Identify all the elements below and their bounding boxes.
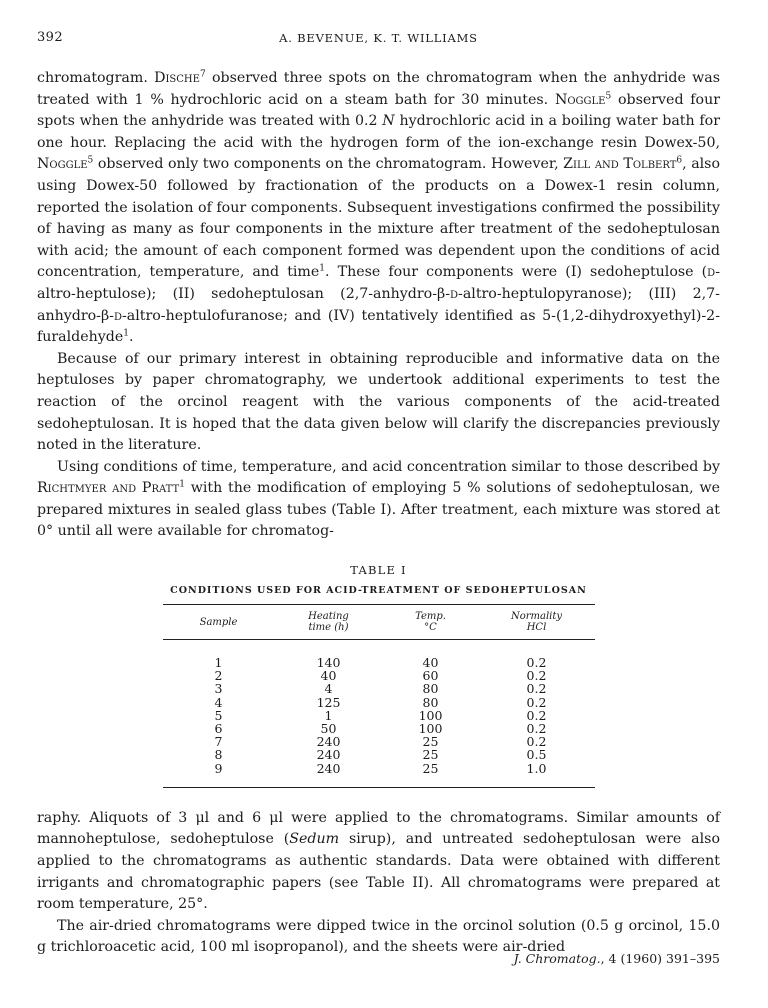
table-cell: 80 [422, 694, 439, 710]
table-row [163, 640, 595, 670]
small-caps-name: Richtmyer and Pratt [37, 480, 180, 497]
table-cell: 3 [214, 681, 223, 697]
table-cell: 4 [324, 681, 333, 697]
text-span: -altro-heptulofuranose; and (IV) tentatively identified as 5-(1,2-dihydroxyethyl)-2-furaldehyde [37, 307, 720, 346]
column-header [383, 605, 479, 640]
table-cell: 6 [214, 721, 223, 737]
text-span: -altro-heptulopyranose); (III) 2,7-anhydro-β- [37, 285, 720, 324]
reference-marker: 5 [605, 90, 612, 101]
page [37, 30, 720, 959]
table-cell: 4 [214, 694, 223, 710]
table-cell: 0.2 [526, 668, 547, 684]
column-header-line: HCl [526, 622, 547, 634]
table-cell: 240 [316, 734, 341, 750]
table-cell: 40 [422, 655, 439, 671]
column-header-line: time (h) [308, 622, 349, 634]
text-span: -altro-heptulose); (II) sedoheptulosan (2,7-anhydro-β- [37, 264, 720, 302]
running-head [37, 30, 720, 52]
small-caps-name: Noggle [37, 156, 88, 173]
paragraph [37, 808, 720, 916]
text-span: Using conditions of time, temperature, and acid concentration similar to those described by [57, 458, 720, 475]
table-cell: 25 [422, 734, 439, 750]
text-span: Because of our primary interest in obtaining reproducible and informative data on the heptuloses by paper chromatography, we undertook additional experiments to test the reaction of the orcinol reagent with the various components of the acid-treated sedoheptulosan. It is hoped that the data given below will clarify the discrepancies previously noted in the literature. [37, 350, 720, 454]
table-cell: 140 [316, 655, 341, 671]
table-cell: 0.2 [526, 655, 547, 671]
text-span: sirup), and untreated sedoheptulosan were also applied to the chromatograms as authentic standards. Data were obtained with different irrigants and chromatographic papers (see Table II). All chromatograms were prepared at room temperature, 25°. [37, 831, 721, 913]
small-caps-name: d [707, 264, 716, 281]
table-title: TABLE I [350, 563, 407, 578]
table-cell: 5 [214, 707, 223, 723]
table-row [163, 682, 595, 695]
text-span: , also using Dowex-50 followed by fractionation of the products on a Dowex-1 resin column, reported the isolation of four components. Subsequent investigations confirmed the possibility of having as many as four components in the mixture after treatment of the sedoheptulosan with acid; the amount of each component formed was dependent upon the conditions of acid concentration, temperature, and time [37, 156, 721, 281]
table-header [163, 605, 595, 640]
reference-marker: 7 [199, 69, 206, 80]
table-cell: 100 [418, 707, 443, 723]
italic-text: N [382, 113, 395, 130]
table-cell: 125 [316, 694, 341, 710]
text-span: chromatogram. [37, 70, 155, 86]
text-span: observed four spots when the anhydride was treated with 0.2 [37, 91, 720, 130]
column-header [479, 605, 595, 640]
text-span: The air-dried chromatograms were dipped twice in the orcinol solution (0.5 g orcinol, 15.0 g trichloroacetic acid, 100 ml isopropanol), and the sheets were air-dried [37, 917, 720, 956]
paragraph [37, 68, 720, 349]
page-number: 392 [37, 30, 64, 45]
italic-text: Sedum [289, 831, 340, 848]
column-header-line: °C [424, 622, 437, 634]
reference-marker: 5 [87, 155, 94, 166]
body-text-top [37, 68, 720, 543]
journal-citation: , 4 (1960) 391–395 [600, 951, 720, 966]
table-row [163, 748, 595, 761]
table-cell: 0.2 [526, 734, 547, 750]
body-text-bottom [37, 808, 720, 959]
text-span: observed only two components on the chromatogram. However, [93, 156, 564, 173]
table-cell: 2 [214, 668, 223, 684]
table-cell: 25 [422, 760, 439, 776]
text-span: observed three spots on the chromatogram when the anhydride was treated with 1 % hydrochloric acid on a steam bath for 30 minutes. [37, 70, 720, 108]
table-cell: 240 [316, 747, 341, 763]
table-cell: 60 [422, 668, 439, 684]
table-cell: 0.2 [526, 681, 547, 697]
column-header-line: Temp. [415, 611, 446, 623]
journal-name: J. Chromatog. [513, 951, 601, 966]
table-cell: 40 [320, 668, 337, 684]
column-header-line: Normality [510, 611, 563, 623]
small-caps-name: d [450, 285, 459, 302]
table-cell: 0.2 [526, 694, 547, 710]
paragraph [37, 457, 720, 543]
conditions-table [163, 604, 595, 788]
table-cell: 0.2 [526, 707, 547, 723]
table-cell: 25 [422, 747, 439, 763]
table-cell: 1.0 [526, 760, 547, 776]
table-footer-rule [163, 787, 595, 788]
text-span: hydrochloric acid in a boiling water bath for one hour. Replacing the acid with the hydrogen form of the ion-exchange resin Dowex-50, [37, 113, 720, 151]
small-caps-name: Zill and Tolbert [563, 156, 677, 173]
table-cell: 80 [422, 681, 439, 697]
text-span: raphy. Aliquots of 3 μl and 6 μl were applied to the chromatograms. Similar amounts of mannoheptulose, sedoheptulose ( [37, 809, 720, 848]
column-header-line: Heating [308, 611, 349, 623]
table-cell: 0.5 [526, 747, 547, 763]
text-span: . [129, 329, 134, 346]
paragraph [37, 349, 720, 457]
reference-marker: 1 [179, 479, 185, 490]
table-cell: 100 [418, 721, 443, 737]
small-caps-name: Dische [154, 70, 200, 86]
text-span: . These four components were (I) sedoheptulose ( [325, 264, 708, 281]
table-cell: 240 [316, 760, 341, 776]
table-cell: 1 [324, 707, 333, 723]
text-span: with the modification of employing 5 % solutions of sedoheptulosan, we prepared mixtures in sealed glass tubes (Table I). After treatment, each mixture was stored at 0° until all were available for chromatog- [37, 480, 721, 540]
column-header [275, 605, 383, 640]
table-cell: 1 [214, 655, 223, 671]
table-cell: 50 [320, 721, 337, 737]
column-header [163, 605, 275, 640]
small-caps-name: Noggle [554, 91, 606, 108]
small-caps-name: d [113, 307, 122, 324]
reference-marker: 1 [123, 328, 130, 339]
table-1 [37, 563, 720, 788]
running-head-authors: A. BEVENUE, K. T. WILLIAMS [279, 31, 478, 45]
table-row [163, 696, 595, 709]
table-cell: 0.2 [526, 721, 547, 737]
reference-marker: 1 [319, 263, 326, 274]
journal-footer [37, 951, 720, 966]
table-cell: 7 [214, 734, 223, 750]
reference-marker: 6 [676, 155, 683, 166]
table-caption: CONDITIONS USED FOR ACID-TREATMENT OF SEDOHEPTULOSAN [170, 585, 587, 597]
table-cell: 9 [214, 760, 223, 776]
column-header-line: Sample [199, 617, 238, 629]
table-body [163, 640, 595, 788]
table-row [163, 762, 595, 788]
table-cell: 8 [214, 747, 223, 763]
